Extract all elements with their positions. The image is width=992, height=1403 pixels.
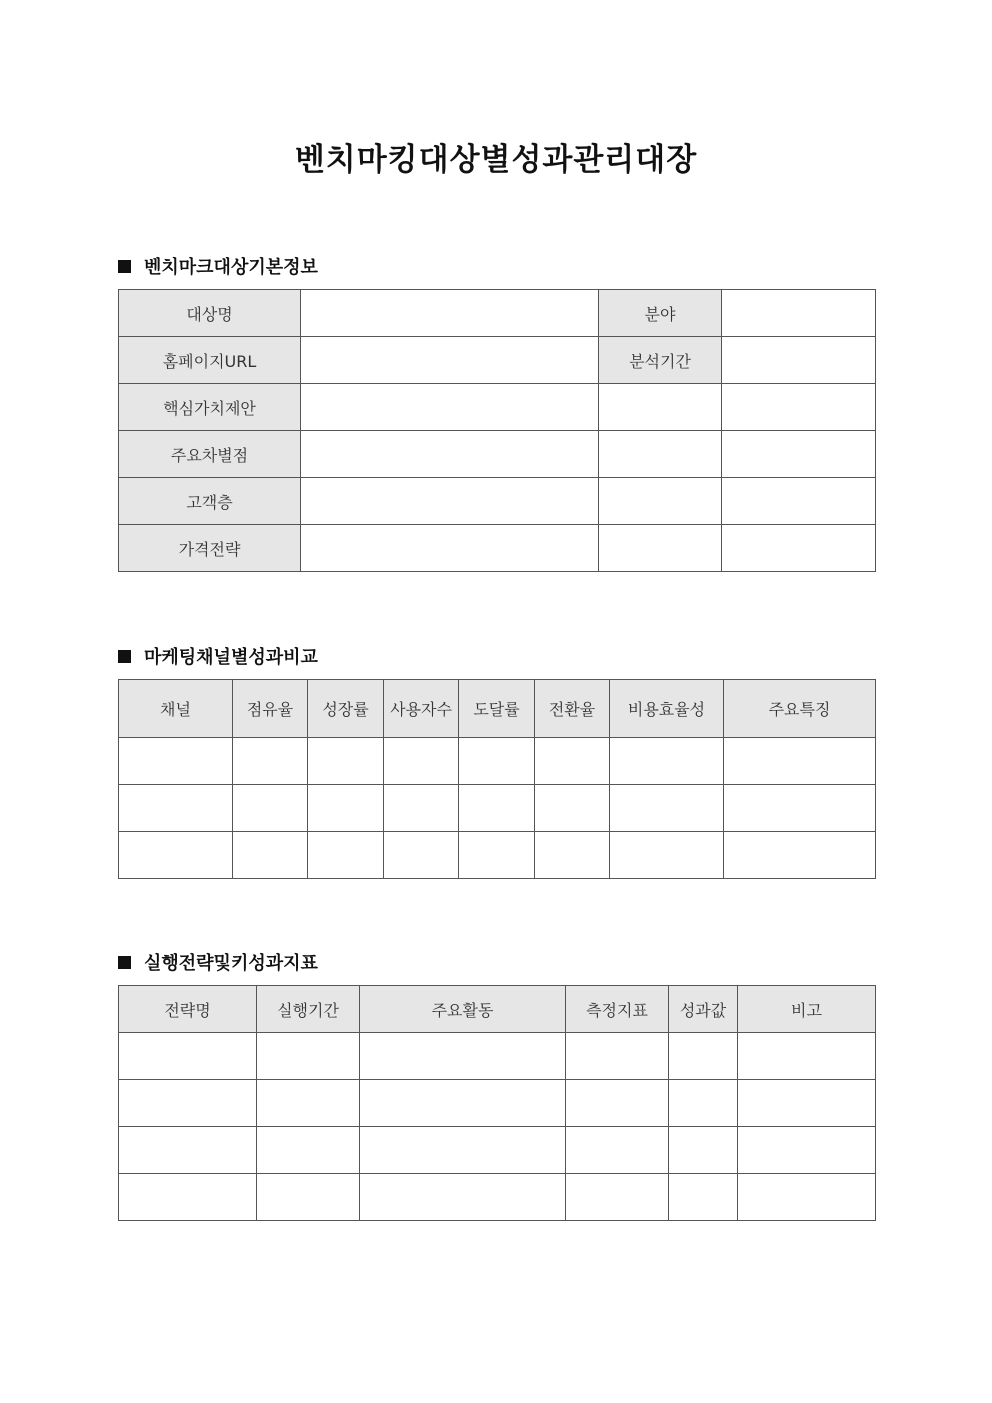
- table-cell[interactable]: [610, 785, 724, 832]
- section-heading-basic-info: [118, 253, 318, 279]
- header-row: [119, 680, 876, 738]
- value-cell[interactable]: [301, 431, 599, 478]
- table-cell[interactable]: [459, 738, 535, 785]
- value-cell[interactable]: [599, 525, 722, 572]
- table-cell[interactable]: [566, 1033, 669, 1080]
- row-label-cell: 고객층: [119, 478, 301, 525]
- value-cell[interactable]: [301, 290, 599, 337]
- table-row: [119, 1127, 876, 1174]
- table-cell[interactable]: [360, 1174, 566, 1221]
- table-cell[interactable]: [669, 1174, 738, 1221]
- table-cell[interactable]: [610, 738, 724, 785]
- column-header: 주요특징: [724, 680, 876, 738]
- column-header: 전환율: [535, 680, 610, 738]
- channel-comparison-table: [118, 679, 876, 879]
- square-bullet-icon: [118, 260, 131, 273]
- table-row: [119, 290, 876, 337]
- table-cell[interactable]: [233, 738, 308, 785]
- column-header: 성장률: [308, 680, 384, 738]
- section-heading-strategy-kpi: [118, 949, 318, 975]
- table-cell[interactable]: [738, 1174, 876, 1221]
- table-cell[interactable]: [119, 785, 233, 832]
- value-cell[interactable]: [722, 384, 876, 431]
- section-heading-label: 마케팅채널별성과비교: [144, 647, 318, 668]
- header-row: [119, 986, 876, 1033]
- page-title: 벤치마킹대상별성과관리대장: [294, 142, 698, 178]
- value-cell[interactable]: [722, 525, 876, 572]
- column-header: 비고: [738, 986, 876, 1033]
- table-cell[interactable]: [724, 785, 876, 832]
- table-row: [119, 1174, 876, 1221]
- table-cell[interactable]: [119, 738, 233, 785]
- table-cell[interactable]: [535, 785, 610, 832]
- row-label-cell: 주요차별점: [119, 431, 301, 478]
- table-cell[interactable]: [535, 832, 610, 879]
- table-cell[interactable]: [257, 1127, 360, 1174]
- value-cell[interactable]: [301, 337, 599, 384]
- strategy-kpi-table: [118, 985, 876, 1221]
- table-cell[interactable]: [257, 1174, 360, 1221]
- table-cell[interactable]: [119, 1033, 257, 1080]
- table-row: [119, 384, 876, 431]
- table-row: [119, 525, 876, 572]
- table-cell[interactable]: [360, 1033, 566, 1080]
- table-cell[interactable]: [384, 738, 459, 785]
- column-header: 전략명: [119, 986, 257, 1033]
- value-cell[interactable]: [301, 384, 599, 431]
- value-cell[interactable]: [301, 478, 599, 525]
- table-cell[interactable]: [119, 1080, 257, 1127]
- value-cell[interactable]: [722, 478, 876, 525]
- table-cell[interactable]: [119, 1174, 257, 1221]
- table-cell[interactable]: [738, 1080, 876, 1127]
- table-cell[interactable]: [360, 1127, 566, 1174]
- table-row: [119, 832, 876, 879]
- table-cell[interactable]: [566, 1174, 669, 1221]
- table-row: [119, 431, 876, 478]
- section-heading-channel-comparison: [118, 643, 318, 669]
- table-cell[interactable]: [738, 1127, 876, 1174]
- table-cell[interactable]: [257, 1080, 360, 1127]
- table-cell[interactable]: [669, 1033, 738, 1080]
- row-label-cell: 홈페이지URL: [119, 337, 301, 384]
- table-row: [119, 478, 876, 525]
- row-label-cell: 분야: [599, 290, 722, 337]
- row-label-cell: 가격전략: [119, 525, 301, 572]
- row-label-cell: 핵심가치제안: [119, 384, 301, 431]
- table-cell[interactable]: [535, 738, 610, 785]
- column-header: 실행기간: [257, 986, 360, 1033]
- section-heading-label: 벤치마크대상기본정보: [144, 257, 318, 278]
- square-bullet-icon: [118, 956, 131, 969]
- table-cell[interactable]: [308, 738, 384, 785]
- row-label-cell: 분석기간: [599, 337, 722, 384]
- value-cell[interactable]: [599, 384, 722, 431]
- value-cell[interactable]: [722, 290, 876, 337]
- table-cell[interactable]: [384, 785, 459, 832]
- square-bullet-icon: [118, 650, 131, 663]
- column-header: 사용자수: [384, 680, 459, 738]
- table-cell[interactable]: [459, 785, 535, 832]
- table-cell[interactable]: [257, 1033, 360, 1080]
- table-cell[interactable]: [669, 1127, 738, 1174]
- table-cell[interactable]: [233, 785, 308, 832]
- table-cell[interactable]: [360, 1080, 566, 1127]
- column-header: 성과값: [669, 986, 738, 1033]
- value-cell[interactable]: [599, 478, 722, 525]
- section-heading-label: 실행전략및키성과지표: [144, 953, 318, 974]
- table-row: [119, 738, 876, 785]
- table-row: [119, 337, 876, 384]
- column-header: 도달률: [459, 680, 535, 738]
- column-header: 측정지표: [566, 986, 669, 1033]
- column-header: 비용효율성: [610, 680, 724, 738]
- value-cell[interactable]: [301, 525, 599, 572]
- value-cell[interactable]: [722, 431, 876, 478]
- table-cell[interactable]: [724, 738, 876, 785]
- table-cell[interactable]: [566, 1127, 669, 1174]
- value-cell[interactable]: [599, 431, 722, 478]
- table-cell[interactable]: [724, 832, 876, 879]
- basic-info-table: [118, 289, 876, 572]
- value-cell[interactable]: [722, 337, 876, 384]
- table-cell[interactable]: [669, 1080, 738, 1127]
- row-label-cell: 대상명: [119, 290, 301, 337]
- table-row: [119, 785, 876, 832]
- table-row: [119, 1033, 876, 1080]
- table-cell[interactable]: [384, 832, 459, 879]
- table-cell[interactable]: [308, 832, 384, 879]
- column-header: 채널: [119, 680, 233, 738]
- table-cell[interactable]: [233, 832, 308, 879]
- column-header: 점유율: [233, 680, 308, 738]
- table-cell[interactable]: [119, 832, 233, 879]
- table-cell[interactable]: [308, 785, 384, 832]
- table-cell[interactable]: [459, 832, 535, 879]
- column-header: 주요활동: [360, 986, 566, 1033]
- table-cell[interactable]: [119, 1127, 257, 1174]
- table-cell[interactable]: [738, 1033, 876, 1080]
- table-cell[interactable]: [566, 1080, 669, 1127]
- table-row: [119, 1080, 876, 1127]
- table-cell[interactable]: [610, 832, 724, 879]
